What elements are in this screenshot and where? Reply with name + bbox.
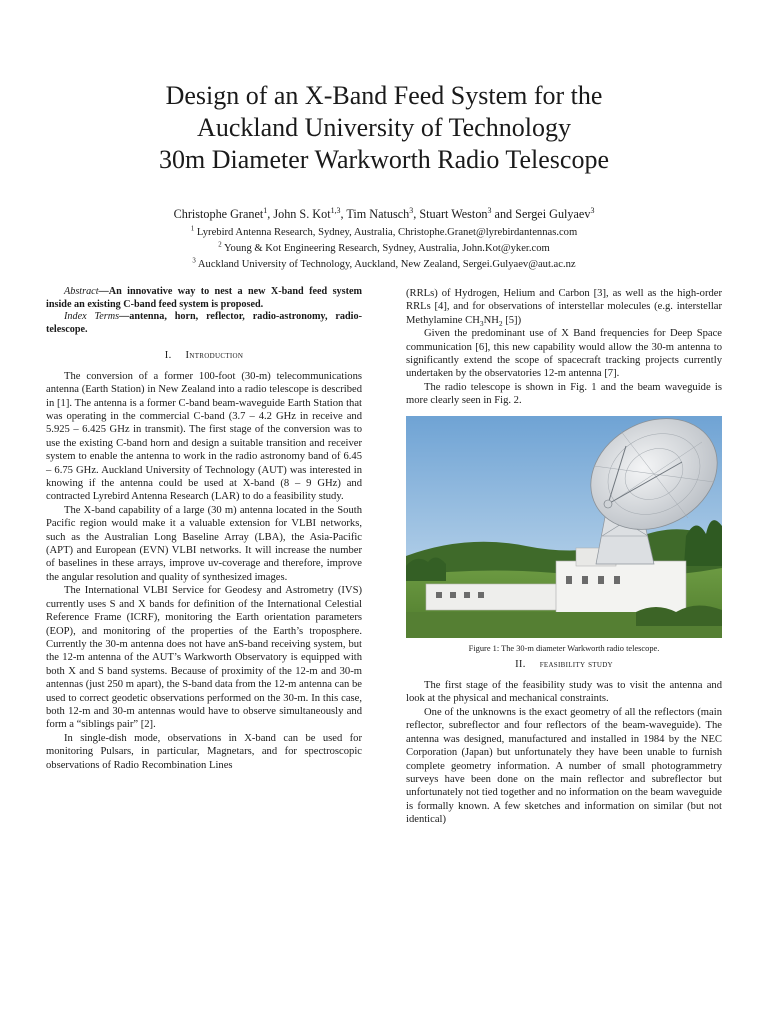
- body-paragraph: (RRLs) of Hydrogen, Helium and Carbon [3], as well as the high-order RRLs [4], and for observations of interstellar molecules (e.g. interstellar Methylamine $CH_3NH_2$ [5]): [406, 288, 722, 328]
- body-paragraph: The conversion of a former 100-foot (30-m) telecommunications antenna (Earth Station) in New Zealand into a radio telescope is described in [1]. The antenna is a former C-band beam-waveguide Earth Station that was operating in the commercial C-band (3.7 – 4.2 GHz in receive and 5.925 – 6.425 GHz in transmit). The first stage of the conversion was to use the existing C-band horn and design a suitable transition and receiver system to enable the antenna to work in the radio astronomy band of 6.45 – 6.75 GHz. Auckland University of Technology (AUT) was interested in knowing if the antenna could be used at X-band (8 – 9 GHz) and contracted Lyrebird Antenna Research (LAR) to do a feasibility study.: [46, 370, 362, 503]
- figure-1-telescope-photo: [406, 416, 722, 653]
- building: [426, 584, 576, 610]
- author-name: Christophe Granet: [173, 207, 264, 221]
- section-heading-feasibility-study: II. feasibility study: [515, 658, 613, 670]
- affiliations: [40, 225, 728, 273]
- figure-caption: Figure 1: The 30-m diameter Warkworth radio telescope.: [468, 643, 660, 653]
- body-paragraph: The International VLBI Service for Geodesy and Astrometry (IVS) currently uses S and X bands for definition of the International Celestial Reference Frame (ICRF), monitoring the Earth orientation parameters (EOP), and monitoring of the properties of the Earth’s troposphere. Currently the 30-m antenna does not have anS-band receiving system, but the 12-m antenna of the AUT’s Warkworth Observatory is equipped with both X and S band systems. Because of proximity of the 12-m and 30-m antennas (just 250 m apart), the S-band data from the 12-m antenna can be used to correct geodetic observations performed on the 30-m. In this case, both 12-m and 30-m antennas would have to observe simultaneously and form a “siblings pair” [2].: [46, 585, 362, 731]
- affiliation-line: $^2$ Young & Kot Engineering Research, Sydney, Australia, John.Kot@yker.com: [218, 241, 550, 254]
- tree-clump: [406, 557, 446, 581]
- affiliation-line: $^3$ Auckland University of Technology, Auckland, New Zealand, Sergei.Gulyaev@aut.ac.nz: [192, 257, 576, 270]
- author-list: Christophe Granet$^1$, John S. Kot$^{1,3}$, Tim Natusch$^3$, Stuart Weston$^3$ and Sergei Gulyaev$^3$: [173, 205, 595, 221]
- paper-title: [40, 80, 728, 176]
- telescope-photo: [406, 416, 722, 638]
- title-line-3: 30m Diameter Warkworth Radio Telescope: [159, 145, 609, 174]
- body-paragraph: The first stage of the feasibility study was to visit the antenna and look at the physical and mechanical constraints.: [406, 680, 722, 705]
- subreflector: [604, 500, 612, 508]
- title-line-1: Design of an X-Band Feed System for the: [165, 81, 603, 110]
- right-column: [406, 287, 722, 827]
- author-name: and Sergei Gulyaev: [494, 207, 591, 221]
- author-name: John S. Kot: [273, 207, 331, 221]
- abstract: Abstract—An innovative way to nest a new X-band feed system inside an existing C-band feed system is proposed.: [46, 286, 362, 310]
- body-paragraph: The X-band capability of a large (30 m) antenna located in the South Pacific region would make it a valuable extension for VLBI networks, such as the Australian Long Baseline Array (LBA), the Asia-Pacific (APT) and European (EVN) VLBI networks. It will increase the number of baselines in these arrays, improve uv-coverage and therefore, improve the angular resolution and quality of synthesized images.: [46, 504, 362, 583]
- section-heading-introduction: I. Introduction: [164, 350, 244, 362]
- left-column: [46, 286, 362, 772]
- building: [556, 561, 686, 613]
- body-paragraph: One of the unknowns is the exact geometry of all the reflectors (main reflector, subreflector and four reflectors of the beam-waveguide). The antenna was designed, manufactured and installed in 1984 by the NEC Corporation (Japan) but unfortunately they have been unable to furnish complete geometry information. A number of small photogrammetry surveys have been done on the main reflector and subreflector but unfortunately not tied together and no information on the beam waveguide is formally known. A few sketches and information on similar (but not identical): [406, 706, 722, 826]
- body-paragraph: Given the predominant use of X Band frequencies for Deep Space communication [6], this new capability would allow the 30-m antenna to significantly extend the scope of spacecraft tracking projects currently undertaken by the observatories 12-m antenna [7].: [406, 328, 722, 380]
- body-paragraph: The radio telescope is shown in Fig. 1 and the beam waveguide is more clearly seen in Fig. 2.: [406, 381, 722, 407]
- body-paragraph: In single-dish mode, observations in X-band can be used for monitoring Pulsars, in particular, Magnetars, and for spectroscopic observations of Radio Recombination Lines: [46, 732, 362, 771]
- affiliation-line: $^1$ Lyrebird Antenna Research, Sydney, Australia, Christophe.Granet@lyrebirdantennas.com: [190, 225, 578, 238]
- author-name: Tim Natusch: [346, 207, 410, 221]
- title-line-2: Auckland University of Technology: [197, 113, 571, 142]
- index-terms: Index Terms—antenna, horn, reflector, radio-astronomy, radio-telescope.: [46, 311, 362, 335]
- author-name: Stuart Weston: [419, 207, 488, 221]
